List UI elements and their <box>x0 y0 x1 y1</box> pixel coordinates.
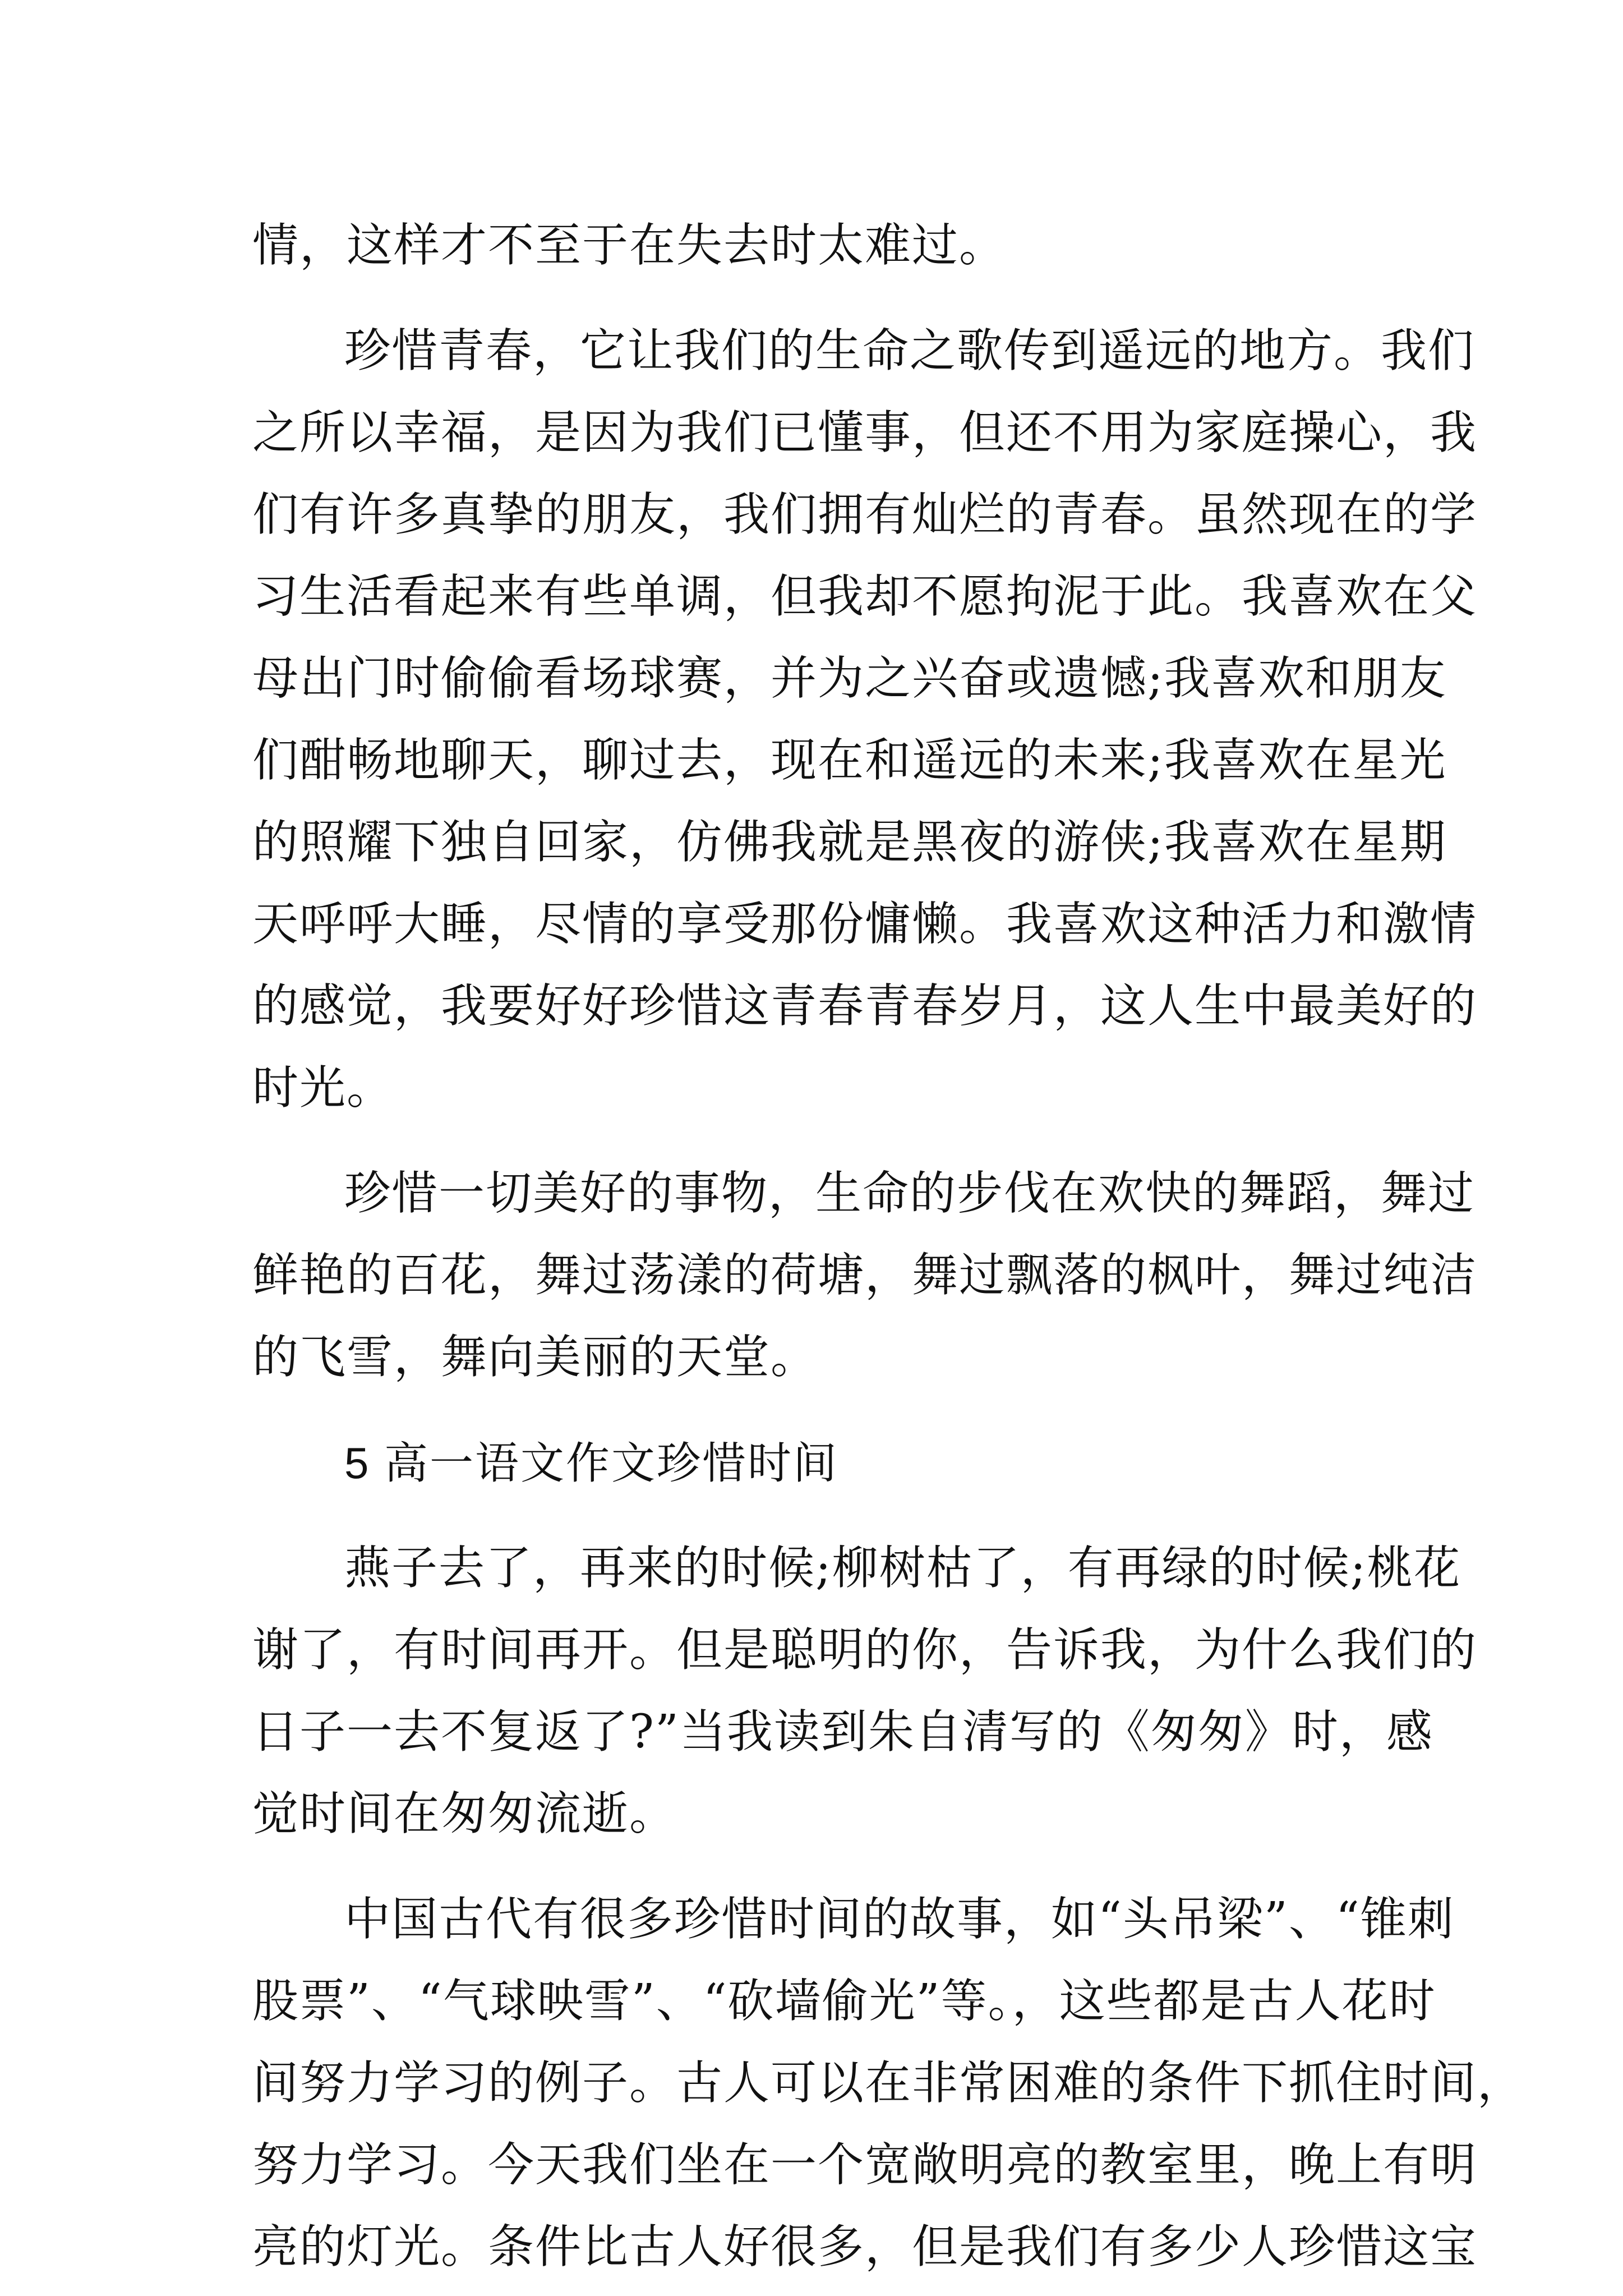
paragraph-line: 亮的灯光。条件比古人好很多，但是我们有多少人珍惜这宝 <box>252 2220 1478 2274</box>
paragraph-line: 觉时间在匆匆流逝。 <box>252 1787 677 1841</box>
paragraph-line: 之所以幸福，是因为我们已懂事，但还不用为家庭操心，我 <box>252 406 1478 459</box>
paragraph-line: 珍惜青春，它让我们的生命之歌传到遥远的地方。我们 <box>344 324 1476 378</box>
paragraph-line: 的照耀下独自回家，仿佛我就是黑夜的游侠;我喜欢在星期 <box>252 816 1447 869</box>
paragraph-line: 母出门时偷偷看场球赛，并为之兴奋或遗憾;我喜欢和朋友 <box>252 652 1447 705</box>
article-body <box>252 205 1525 2288</box>
paragraph-line: 的感觉，我要好好珍惜这青春青春岁月，这人生中最美好的 <box>252 979 1478 1033</box>
paragraph-line: 习生活看起来有些单调，但我却不愿拘泥于此。我喜欢在父 <box>252 570 1478 623</box>
paragraph-line: 谢了，有时间再开。但是聪明的你，告诉我，为什么我们的 <box>252 1623 1478 1677</box>
paragraph-line: 燕子去了，再来的时候;柳树枯了，有再绿的时候;桃花 <box>344 1542 1461 1595</box>
paragraph-line: 股票”、“气球映雪”、“砍墙偷光”等。，这些都是古人花时 <box>252 1975 1436 2028</box>
paragraph-line: 们有许多真挚的朋友，我们拥有灿烂的青春。虽然现在的学 <box>252 488 1478 541</box>
paragraph-line: 努力学习。今天我们坐在一个宽敞明亮的教室里，晚上有明 <box>252 2138 1478 2192</box>
section-heading: 5 高一语文作文珍惜时间 <box>344 1438 839 1488</box>
paragraph-line: 日子一去不复返了?”当我读到朱自清写的《匆匆》时，感 <box>252 1705 1433 1759</box>
paragraph-line: 们酣畅地聊天，聊过去，现在和遥远的未来;我喜欢在星光 <box>252 734 1447 787</box>
paragraph-line: 的飞雪，舞向美丽的天堂。 <box>252 1331 818 1384</box>
paragraph-line: 情，这样才不至于在失去时太难过。 <box>252 219 1007 272</box>
paragraph-line: 鲜艳的百花，舞过荡漾的荷塘，舞过飘落的枫叶，舞过纯洁 <box>252 1249 1478 1302</box>
paragraph-line: 珍惜一切美好的事物，生命的步伐在欢快的舞蹈，舞过 <box>344 1167 1476 1220</box>
paragraph-line: 中国古代有很多珍惜时间的故事，如“头吊梁”、“锥刺 <box>344 1893 1455 1946</box>
paragraph-line: 间努力学习的例子。古人可以在非常困难的条件下抓住时间， <box>252 2056 1525 2110</box>
paragraph-line: 天呼呼大睡，尽情的享受那份慵懒。我喜欢这种活力和激情 <box>252 898 1478 951</box>
paragraph-line: 时光。 <box>252 1061 394 1115</box>
